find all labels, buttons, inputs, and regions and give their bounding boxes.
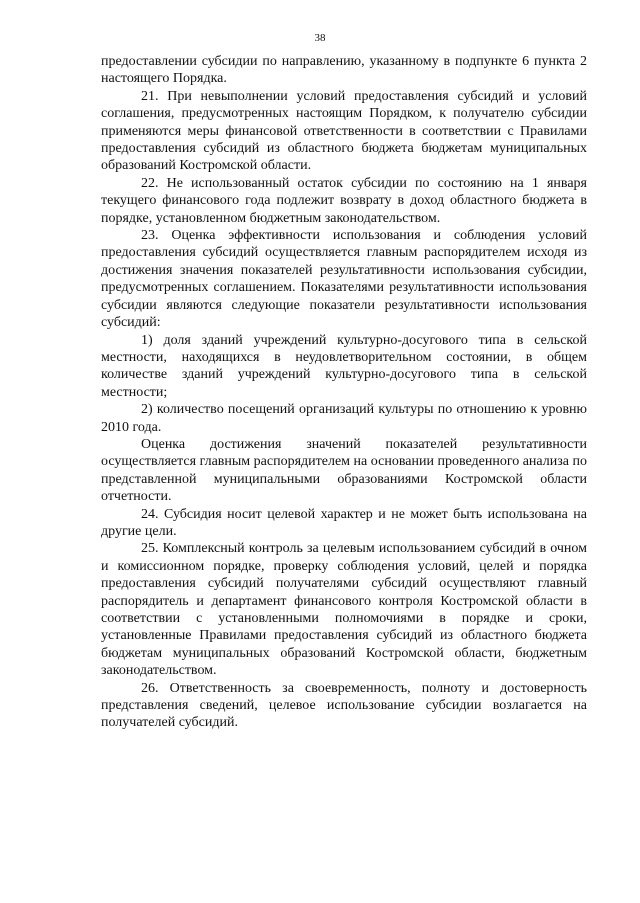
paragraph-indicator-2: 2) количество посещений организаций культуры по отношению к уровню 2010 года. [101,402,587,435]
paragraph-indicator-1: 1) доля зданий учреждений культурно-досугового типа в сельской местности, находящихся в неудовлетворительном состоянии, в общем количестве зданий учреждений культурно-досугового типа в сельской местности; [101,332,587,400]
paragraph-item-21: 21. При невыполнении условий предоставления субсидий и условий соглашения, предусмотренных настоящим Порядком, к получателю субсидии применяются меры финансовой ответственности в соответствии с Правилами предоставления субсидий из областного бюджета бюджетам муниципальных образований Костромской области. [101,88,587,174]
document-body [101,53,587,732]
page-number: 38 [314,32,326,44]
paragraph-continuation: предоставлении субсидии по направлению, указанному в подпункте 6 пункта 2 настоящего Порядка. [101,54,587,87]
paragraph-assessment: Оценка достижения значений показателей результативности осуществляется главным распорядителем на основании проведенного анализа по представленной муниципальными образованиями Костромской области отчетности. [101,436,587,505]
paragraph-item-25: 25. Комплексный контроль за целевым использованием субсидий в очном и комиссионном порядке, проверку соблюдения условий, целей и порядка предоставления субсидий получателями субсидий осуществляют главный распорядитель и департамент финансового контроля Костромской области в соответствии с установленными полномочиями в порядке и сроки, установленные Правилами предоставления субсидий из областного бюджета бюджетам муниципальных образований Костромской области, бюджетным законодательством. [101,541,587,679]
paragraph-item-22: 22. Не использованный остаток субсидии по состоянию на 1 января текущего финансового года подлежит возврату в доход областного бюджета в порядке, установленном бюджетным законодательством. [101,175,587,226]
paragraph-item-26: 26. Ответственность за своевременность, полноту и достоверность представления сведений, целевое использование субсидии возлагается на получателей субсидий. [101,680,587,731]
paragraph-item-23: 23. Оценка эффективности использования и соблюдения условий предоставления субсидий осуществляется главным распорядителем исходя из достижения значения показателей результативности использования субсидии, предусмотренных соглашением. Показателями результативности использования субсидии являются следующие показатели результативности использования субсидий: [101,228,587,331]
paragraph-item-24: 24. Субсидия носит целевой характер и не может быть использована на другие цели. [101,506,587,539]
